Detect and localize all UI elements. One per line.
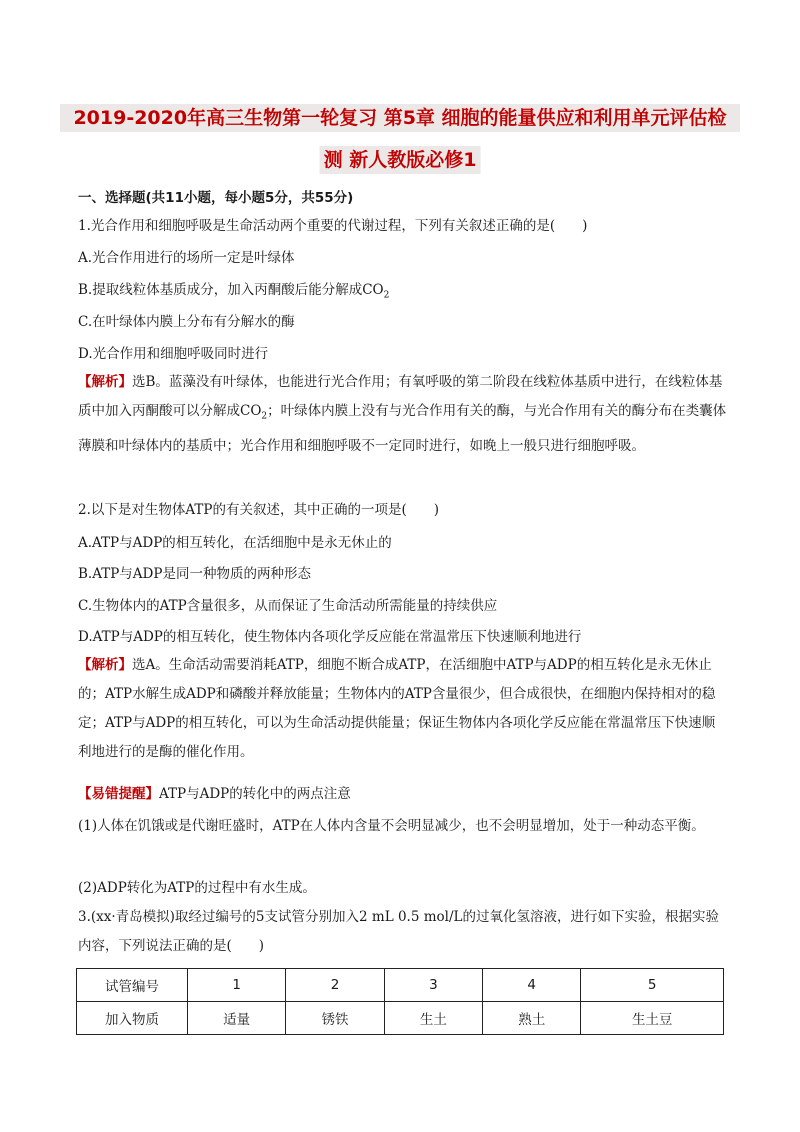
table-cell: 试管编号	[77, 969, 188, 1002]
q1-explanation-text-2: ；叶绿体内膜上没有与光合作用有关的酶，与光合作用有关的酶分布在类囊体薄膜和叶绿体内的基质中；光合作用和细胞呼吸不一定同时进行，如晚上一般只进行细胞呼吸。	[78, 403, 727, 454]
q2-option-b: B.ATP与ADP是同一种物质的两种形态	[78, 566, 311, 582]
q2-tip-text: ATP与ADP的转化中的两点注意	[159, 786, 351, 802]
document-title-line-2: 测 新人教版必修1	[320, 146, 481, 174]
q1-option-a: A.光合作用进行的场所一定是叶绿体	[78, 250, 295, 266]
document-title-line-1: 2019-2020年高三生物第一轮复习 第5章 细胞的能量供应和利用单元评估检	[60, 104, 740, 132]
table-cell: 4	[483, 969, 581, 1002]
q2-note-2: (2)ADP转化为ATP的过程中有水生成。	[78, 880, 316, 896]
section-heading: 一、选择题(共11小题，每小题5分，共55分)	[78, 190, 354, 206]
q2-option-a: A.ATP与ADP的相互转化，在活细胞中是永无休止的	[78, 535, 392, 551]
q2-option-c: C.生物体内的ATP含量很多，从而保证了生命活动所需能量的持续供应	[78, 598, 498, 614]
table-cell: 生土	[384, 1002, 482, 1035]
table-cell: 1	[188, 969, 286, 1002]
table-cell: 3	[384, 969, 482, 1002]
q2-tip	[78, 784, 728, 804]
q1-option-c: C.在叶绿体内膜上分布有分解水的酶	[78, 314, 295, 330]
table-cell: 5	[581, 969, 724, 1002]
q1-explanation-text-1: 选B。蓝藻没有叶绿体，也能进行光合作用；有氧呼吸的第二阶段在线粒体基质中进行，在线粒体基质中加入丙酮酸可以分解成CO	[78, 374, 723, 419]
table-cell: 2	[286, 969, 384, 1002]
q3-table	[76, 968, 724, 1035]
q2-tip-tag: 【易错提醒】	[78, 786, 159, 802]
q3-stem: 3.(xx·青岛模拟)取经过编号的5支试管分别加入2 mL 0.5 mol/L的过氧化氢溶液，进行如下实验，根据实验内容，下列说法正确的是( )	[78, 909, 719, 954]
table-cell: 生土豆	[581, 1002, 724, 1035]
q1-explanation-tag: 【解析】	[78, 374, 132, 390]
table-cell: 锈铁	[286, 1002, 384, 1035]
table-row	[77, 1002, 724, 1035]
q1-stem: 1.光合作用和细胞呼吸是生命活动两个重要的代谢过程，下列有关叙述正确的是( )	[78, 218, 588, 234]
table-cell: 加入物质	[77, 1002, 188, 1035]
q2-note-1: (1)人体在饥饿或是代谢旺盛时，ATP在人体内含量不会明显减少，也不会明显增加，处于一种动态平衡。	[78, 818, 705, 834]
q1-option-b	[78, 280, 728, 306]
q1-option-d: D.光合作用和细胞呼吸同时进行	[78, 346, 269, 362]
q2-explanation-text: 选A。生命活动需要消耗ATP，细胞不断合成ATP，在活细胞中ATP与ADP的相互转化是永无休止的；ATP水解生成ADP和磷酸并释放能量；生物体内的ATP含量很少，但合成很快，在细胞内保持相对的稳定；ATP与ADP的相互转化，可以为生命活动提供能量；保证生物体内各项化学反应能在常温常压下快速顺利地进行的是酶的催化作用。	[78, 657, 716, 760]
q2-explanation-tag: 【解析】	[78, 657, 132, 673]
q2-option-d: D.ATP与ADP的相互转化，使生物体内各项化学反应能在常温常压下快速顺利地进行	[78, 629, 582, 645]
q1-option-b-text: B.提取线粒体基质成分，加入丙酮酸后能分解成CO	[78, 282, 384, 298]
table-cell: 熟土	[483, 1002, 581, 1035]
q1-explanation	[78, 368, 728, 461]
table-cell: 适量	[188, 1002, 286, 1035]
q1-option-b-sub: 2	[383, 290, 390, 301]
q1-explanation-sub: 2	[261, 411, 268, 422]
table-row	[77, 969, 724, 1002]
q2-explanation	[78, 651, 728, 767]
q2-stem: 2.以下是对生物体ATP的有关叙述，其中正确的一项是( )	[78, 502, 440, 518]
